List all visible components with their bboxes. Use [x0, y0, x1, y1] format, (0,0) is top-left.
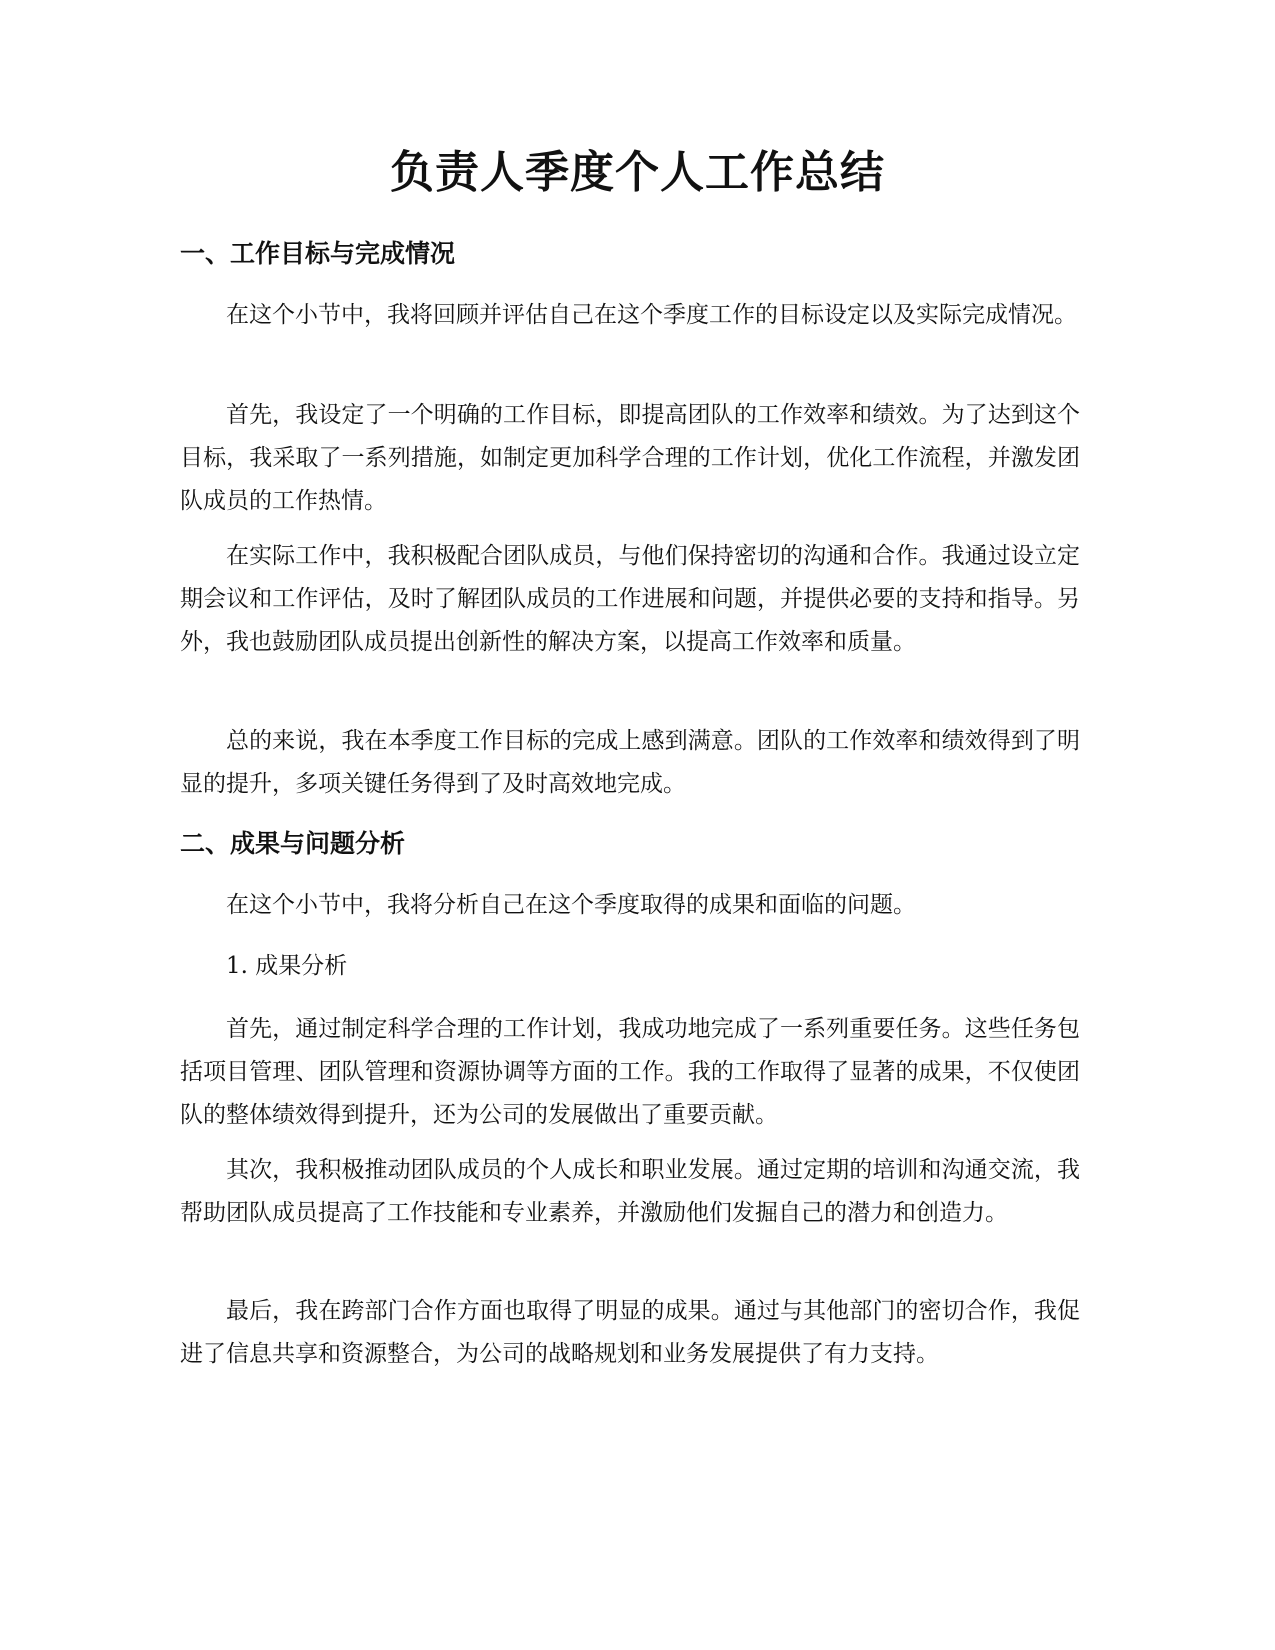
paragraph: 首先，我设定了一个明确的工作目标，即提高团队的工作效率和绩效。为了达到这个目标，我采取了一系列措施，如制定更加科学合理的工作计划，优化工作流程，并激发团队成员的工作热情。: [180, 402, 1080, 514]
paragraph: 在这个小节中，我将分析自己在这个季度取得的成果和面临的问题。: [226, 892, 916, 918]
section-heading-goals: 一、工作目标与完成情况: [180, 239, 456, 268]
paragraph: 总的来说，我在本季度工作目标的完成上感到满意。团队的工作效率和绩效得到了明显的提升，多项关键任务得到了及时高效地完成。: [180, 728, 1080, 797]
paragraph: 其次，我积极推动团队成员的个人成长和职业发展。通过定期的培训和沟通交流，我帮助团队成员提高了工作技能和专业素养，并激励他们发掘自己的潜力和创造力。: [180, 1157, 1080, 1226]
paragraph: 在实际工作中，我积极配合团队成员，与他们保持密切的沟通和合作。我通过设立定期会议和工作评估，及时了解团队成员的工作进展和问题，并提供必要的支持和指导。另外，我也鼓励团队成员提出创新性的解决方案，以提高工作效率和质量。: [180, 543, 1080, 655]
paragraph: 首先，通过制定科学合理的工作计划，我成功地完成了一系列重要任务。这些任务包括项目管理、团队管理和资源协调等方面的工作。我的工作取得了显著的成果，不仅使团队的整体绩效得到提升，还为公司的发展做出了重要贡献。: [180, 1016, 1080, 1128]
paragraph: 最后，我在跨部门合作方面也取得了明显的成果。通过与其他部门的密切合作，我促进了信息共享和资源整合，为公司的战略规划和业务发展提供了有力支持。: [180, 1298, 1080, 1367]
paragraph: 在这个小节中，我将回顾并评估自己在这个季度工作的目标设定以及实际完成情况。: [226, 302, 1077, 328]
sub-heading-results-analysis: 1. 成果分析: [226, 953, 348, 979]
document-page: [180, 0, 1095, 1650]
section-heading-results: 二、成果与问题分析: [180, 829, 406, 858]
document-title: 负责人季度个人工作总结: [390, 147, 885, 198]
